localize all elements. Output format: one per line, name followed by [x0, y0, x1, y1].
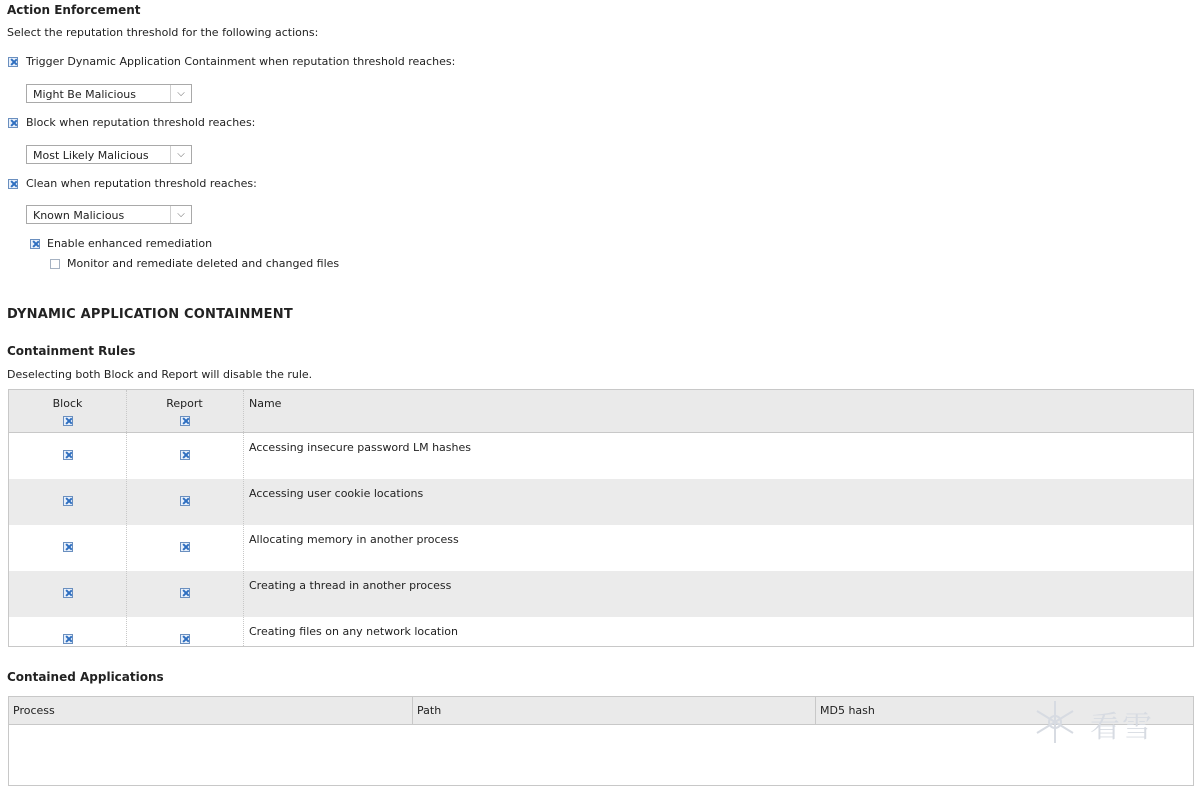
- table-row: [9, 479, 1193, 525]
- md5-column-header: MD5 hash: [820, 704, 875, 717]
- row-report-checkbox[interactable]: [180, 542, 190, 552]
- dac-section-title: DYNAMIC APPLICATION CONTAINMENT: [7, 307, 293, 322]
- table-row: [9, 617, 1193, 647]
- containment-rules-description: Deselecting both Block and Report will disable the rule.: [7, 368, 313, 381]
- rule-name: Creating a thread in another process: [249, 579, 452, 592]
- row-block-checkbox[interactable]: [63, 450, 73, 460]
- contained-applications-table: [8, 696, 1194, 786]
- enhanced-remediation-checkbox[interactable]: [30, 239, 40, 249]
- block-checkbox[interactable]: [8, 118, 18, 128]
- row-block-checkbox[interactable]: [63, 588, 73, 598]
- chevron-down-icon: ⌵: [170, 206, 191, 223]
- clean-threshold-value: Known Malicious: [33, 209, 125, 222]
- column-divider: [126, 390, 128, 646]
- monitor-files-checkbox[interactable]: [50, 259, 60, 269]
- enhanced-remediation-label: Enable enhanced remediation: [47, 237, 213, 250]
- column-divider: [815, 697, 817, 724]
- block-threshold-value: Most Likely Malicious: [33, 149, 149, 162]
- column-divider: [243, 390, 245, 646]
- path-column-header: Path: [417, 704, 442, 717]
- contained-applications-header: [9, 697, 1193, 725]
- report-column-header: Report: [166, 397, 203, 410]
- row-block-checkbox[interactable]: [63, 634, 73, 644]
- table-row: [9, 571, 1193, 617]
- table-row: [9, 433, 1193, 479]
- block-column-header: Block: [52, 397, 83, 410]
- containment-rules-title: Containment Rules: [7, 344, 136, 358]
- name-column-header: Name: [249, 397, 282, 410]
- containment-rules-table: [8, 389, 1194, 647]
- rule-name: Accessing user cookie locations: [249, 487, 424, 500]
- report-all-checkbox[interactable]: [180, 416, 190, 426]
- action-enforcement-title: Action Enforcement: [7, 3, 141, 17]
- action-enforcement-description: Select the reputation threshold for the following actions:: [7, 26, 319, 39]
- column-divider: [412, 697, 414, 724]
- row-report-checkbox[interactable]: [180, 450, 190, 460]
- watermark-text: 看雪: [1090, 710, 1154, 745]
- rule-name: Creating files on any network location: [249, 625, 458, 638]
- block-all-checkbox[interactable]: [63, 416, 73, 426]
- chevron-down-icon: ⌵: [170, 146, 191, 163]
- trigger-dac-threshold-select[interactable]: [26, 84, 192, 103]
- trigger-dac-label: Trigger Dynamic Application Containment when reputation threshold reaches:: [26, 55, 456, 68]
- block-label: Block when reputation threshold reaches:: [26, 116, 256, 129]
- row-report-checkbox[interactable]: [180, 496, 190, 506]
- clean-threshold-select[interactable]: [26, 205, 192, 224]
- process-column-header: Process: [13, 704, 55, 717]
- chevron-down-icon: ⌵: [170, 85, 191, 102]
- trigger-dac-threshold-value: Might Be Malicious: [33, 88, 137, 101]
- snowflake-icon: [1030, 697, 1080, 747]
- containment-rules-header: [9, 390, 1193, 433]
- monitor-files-label: Monitor and remediate deleted and changed files: [67, 257, 340, 270]
- rule-name: Allocating memory in another process: [249, 533, 459, 546]
- table-row: [9, 525, 1193, 571]
- trigger-dac-checkbox[interactable]: [8, 57, 18, 67]
- row-report-checkbox[interactable]: [180, 588, 190, 598]
- row-report-checkbox[interactable]: [180, 634, 190, 644]
- row-block-checkbox[interactable]: [63, 496, 73, 506]
- clean-checkbox[interactable]: [8, 179, 18, 189]
- clean-label: Clean when reputation threshold reaches:: [26, 177, 257, 190]
- contained-applications-title: Contained Applications: [7, 670, 164, 684]
- row-block-checkbox[interactable]: [63, 542, 73, 552]
- block-threshold-select[interactable]: [26, 145, 192, 164]
- rule-name: Accessing insecure password LM hashes: [249, 441, 472, 454]
